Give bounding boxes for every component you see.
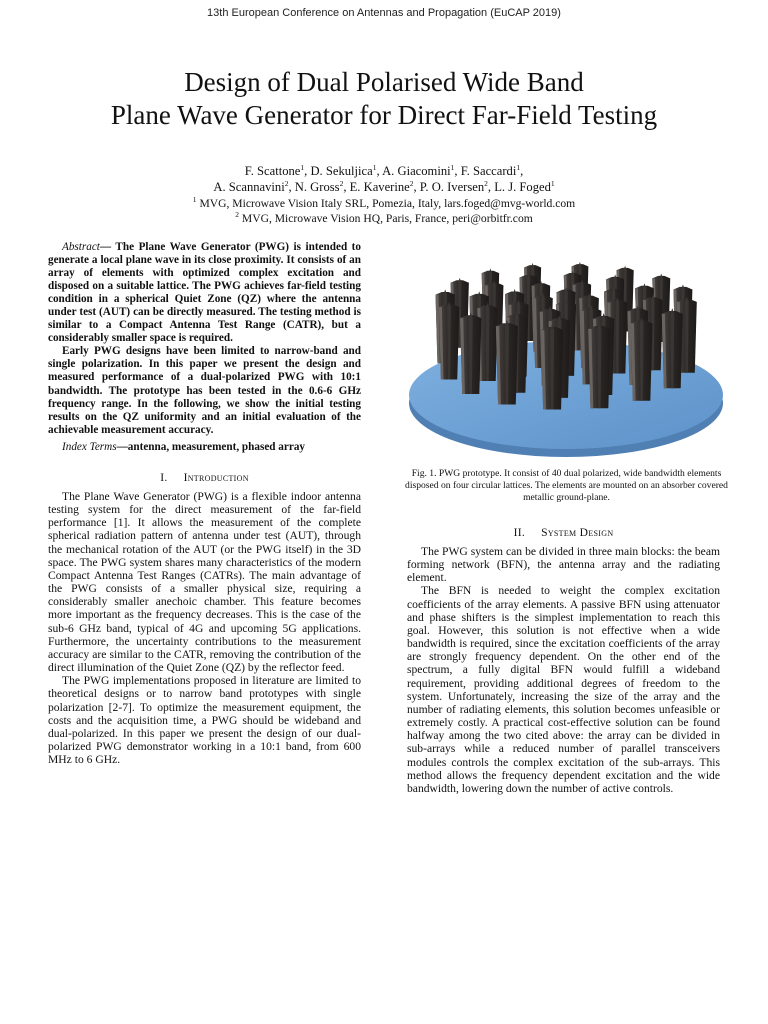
author-name: F. Saccardi xyxy=(460,164,517,178)
section-heading-introduction xyxy=(48,471,361,484)
intro-paragraph-2: The PWG implementations proposed in literature are limited to theoretical designs or to narrow band prototypes with single polarization [2-7]. To optimize the measurement equipment, the costs and the acquisition time, a PWG should be wideband and dual-polarized. In this paper we present the design of our dual-polarized PWG demonstrator working in a 10:1 band, from 600 MHz to 6 GHz. xyxy=(48,674,361,767)
author-separator: , xyxy=(487,180,495,194)
figure-caption: Fig. 1. PWG prototype. It consist of 40 dual polarized, wide bandwidth elements disposed on four circular lattices. The elements are mounted on an absorber covered metallic ground-plane. xyxy=(405,468,728,503)
affiliation-mark: 1 xyxy=(550,179,555,188)
section-number: I. xyxy=(160,470,168,484)
affiliation-mark: 2 xyxy=(284,179,289,188)
affiliation-2 xyxy=(0,211,768,226)
array-element xyxy=(588,323,610,408)
affiliation-mark: 1 xyxy=(516,163,521,172)
section-title: System Design xyxy=(541,526,614,539)
affiliation-1 xyxy=(0,196,768,211)
author-list xyxy=(0,163,768,195)
index-terms xyxy=(48,441,361,454)
abstract-label: Abstract xyxy=(62,241,100,253)
author-name: E. Kaverine xyxy=(349,180,410,194)
section-number: II. xyxy=(513,526,526,539)
author-name: D. Sekuljica xyxy=(310,164,373,178)
conference-header: 13th European Conference on Antennas and Propagation (EuCAP 2019) xyxy=(207,7,561,19)
author-name: A. Scannavini xyxy=(213,180,285,194)
pwg-prototype-photo xyxy=(409,240,724,462)
right-column xyxy=(407,545,720,795)
paper-title xyxy=(0,66,768,132)
affiliation-text: MVG, Microwave Vision Italy SRL, Pomezia, Italy, lars.foged@mvg-world.com xyxy=(199,197,576,210)
abstract-paragraph-2: Early PWG designs have been limited to narrow-band and single polarization. In this paper we present the design and measured performance of a dual-polarized PWG with 10:1 bandwidth. The prototype has been tested in the 0.6-6 GHz frequency range. In the following, we show the initial testing results on the QZ uniformity and an initial evaluation of the achievable measurement accuracy. xyxy=(48,345,361,436)
affiliation-mark: 2 xyxy=(339,179,344,188)
affiliation-mark: 1 xyxy=(450,163,455,172)
author-name: F. Scattone xyxy=(244,164,301,178)
array-element xyxy=(541,324,563,410)
author-name: P. O. Iversen xyxy=(419,180,485,194)
section-title: Introduction xyxy=(183,470,249,484)
section-heading-system-design xyxy=(407,526,720,539)
title-line-1: Design of Dual Polarised Wide Band xyxy=(184,67,584,97)
author-separator: , xyxy=(343,180,350,194)
array-element xyxy=(460,312,481,394)
author-separator: , xyxy=(304,164,311,178)
affiliation-mark: 1 xyxy=(300,163,305,172)
array-element xyxy=(662,308,683,388)
author-name: A. Giacomini xyxy=(382,164,451,178)
index-terms-text: —antenna, measurement, phased array xyxy=(116,440,306,453)
author-separator: , xyxy=(454,164,461,178)
author-name: N. Gross xyxy=(294,180,340,194)
intro-paragraph-1: The Plane Wave Generator (PWG) is a flexible indoor antenna testing system for the direct measurement of the far-field performance [1]. It allows the measurement of the complete spherical radiation pattern of antenna under test (AUT), through the mechanical rotation of the AUT (or the PWG itself) in the 3D space. The PWG system shares many characteristics of the modern Compact Antenna Test Ranges (CATRs). The main advantage of the PWG consists of a smaller physical size, requiring a considerably smaller anechoic chamber. This feature becomes more important as the frequency decreases. This is the case of the sub-6 GHz band, typical of 4G and upcoming 5G applications. Furthermore, the uncertainty contributions to the measurement accuracy are similar to the CATR, removing the contribution of the direct illumination of the Quiet Zone (QZ) by the reflector feed. xyxy=(48,490,361,675)
abstract-text: — The Plane Wave Generator (PWG) is intended to generate a local plane wave in its close proximity. It consists of an array of elements with optimized complex excitation and disposed on a suitable lattice. The PWG achieves far-field testing condition in a spherical Quiet Zone (QZ) where the antenna under test (AUT) can be directly measured. The testing method is similar to a Compact Antenna Test Range (CATR), but a considerably smaller space is required. xyxy=(48,241,361,345)
title-line-2: Plane Wave Generator for Direct Far-Field Testing xyxy=(110,100,658,130)
affiliation-mark: 1 xyxy=(372,163,377,172)
array-element xyxy=(496,320,518,404)
design-paragraph-1: The PWG system can be divided in three main blocks: the beam forming network (BFN), the antenna array and the radiating element. xyxy=(407,545,720,585)
affiliation-text: MVG, Microwave Vision HQ, Paris, France, peri@orbitfr.com xyxy=(241,212,533,225)
author-name: L. J. Foged xyxy=(494,180,551,194)
affiliation-mark: 2 xyxy=(409,179,414,188)
author-separator: , xyxy=(288,180,295,194)
array-element xyxy=(439,301,459,379)
author-line-2 xyxy=(0,179,768,195)
index-terms-label: Index Terms xyxy=(62,440,117,453)
author-separator: , xyxy=(413,180,420,194)
design-paragraph-2: The BFN is needed to weight the complex excitation coefficients of the array elements. A passive BFN using attenuator and phase shifters is the simplest implementation to reach this goal. However, this solution is not effective when a wide bandwidth is required, since the excitation coefficients of the array are strongly frequency dependent. On the other end of the spectrum, a fully digital BFN would fulfill a wideband requirement, providing additional degrees of freedom to the system. Unfortunately, increasing the size of the array and the number of radiating elements, this solution becomes unfeasible or extremely costly. A practical cost-effective solution can be found halfway among the two cited above: the array can be divided in sub-arrays while a reduced number of parallel transceivers modules controls the complex excitation of the sub-arrays. This method allows the frequency dependent excitation and the wide bandwidth, lowering down the number of active controls. xyxy=(407,584,720,795)
author-line-1 xyxy=(0,163,768,179)
author-separator: , xyxy=(376,164,383,178)
affiliation-number: 1 xyxy=(192,195,197,204)
left-column xyxy=(48,241,361,766)
affiliation-mark: 2 xyxy=(484,179,488,188)
affiliation-number: 2 xyxy=(235,210,239,219)
author-separator: , xyxy=(520,164,524,178)
figure-pwg-prototype xyxy=(409,240,724,462)
array-element xyxy=(631,317,653,400)
abstract xyxy=(48,241,361,345)
